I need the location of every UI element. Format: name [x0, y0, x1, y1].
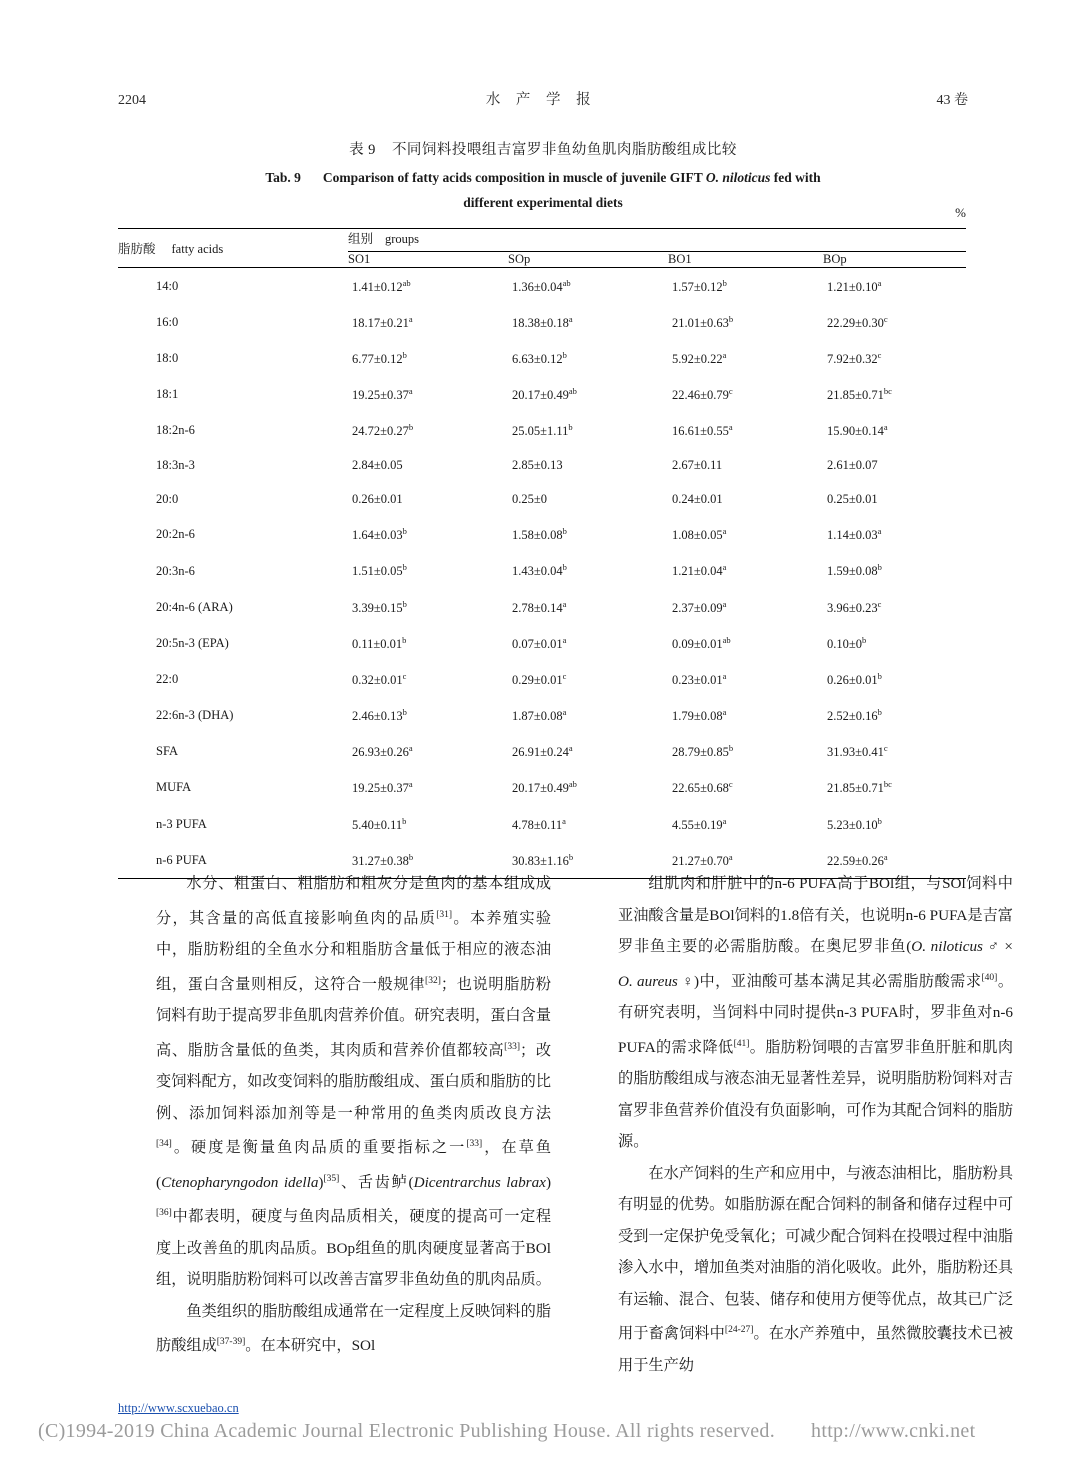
fatty-acid-value — [823, 413, 966, 449]
fatty-acid-name: 18:0 — [156, 350, 179, 365]
fatty-acid-value — [823, 517, 966, 553]
significance-superscript: a — [722, 670, 727, 681]
value-text: 2.67±0.11 — [672, 458, 723, 473]
header-fatty-acids-en: fatty acids — [171, 242, 224, 256]
significance-superscript: a — [562, 598, 567, 609]
table-row — [118, 806, 966, 842]
significance-superscript: b — [562, 349, 567, 360]
value-text: 1.59±0.08 — [827, 564, 878, 579]
significance-superscript: ab — [402, 277, 411, 288]
body-paragraph: 鱼类组织的脂肪酸组成通常在一定程度上反映饲料的脂肪酸组成[37-39]。在本研究中，SOl — [156, 1302, 551, 1355]
fatty-acid-value — [668, 734, 823, 770]
table-row — [118, 625, 966, 661]
fatty-acid-value — [508, 589, 668, 625]
value-text: 1.51±0.05 — [352, 564, 403, 579]
value-text: 19.25±0.37 — [352, 388, 409, 403]
value-text: 0.25±0.01 — [827, 492, 878, 507]
significance-superscript: b — [728, 743, 734, 754]
fatty-acid-value — [508, 304, 668, 340]
value-text: 19.25±0.37 — [352, 781, 409, 796]
table-row — [118, 376, 966, 412]
body-column-left — [156, 868, 551, 1362]
citation-ref: [36] — [156, 1208, 172, 1219]
fatty-acid-name: 16:0 — [156, 314, 179, 329]
fatty-acid-value — [348, 340, 508, 376]
value-text: 21.85±0.71 — [827, 388, 884, 403]
significance-superscript: a — [883, 851, 888, 862]
journal-title: 水 产 学 报 — [485, 92, 597, 108]
significance-superscript: b — [877, 670, 882, 681]
volume-label: 43 卷 — [936, 93, 968, 108]
value-text: 18.17±0.21 — [352, 315, 409, 330]
significance-superscript: a — [408, 385, 413, 396]
table-header-row-groups — [118, 229, 966, 252]
fatty-acid-value — [508, 770, 668, 806]
value-text: 20.17±0.49 — [512, 781, 569, 796]
fatty-acid-name: 22:0 — [156, 671, 179, 686]
table-body — [118, 268, 966, 879]
value-text: 4.78±0.11 — [512, 817, 563, 832]
value-text: 3.96±0.23 — [827, 600, 878, 615]
value-text: 1.87±0.08 — [512, 709, 563, 724]
species-name-italic: O. aureus — [618, 972, 678, 990]
value-text: 0.11±0.01 — [352, 636, 403, 651]
caption-en-part-b: fed with — [770, 170, 821, 185]
fatty-acid-value — [508, 376, 668, 412]
citation-ref: [24-27] — [724, 1325, 754, 1336]
value-text: 31.27±0.38 — [352, 853, 409, 868]
significance-superscript: c — [883, 313, 888, 324]
significance-superscript: b — [728, 313, 734, 324]
fatty-acid-value — [668, 376, 823, 412]
value-text: 1.79±0.08 — [672, 709, 723, 724]
value-text: 15.90±0.14 — [827, 424, 884, 439]
value-text: 4.55±0.19 — [672, 817, 723, 832]
fatty-acid-value — [348, 806, 508, 842]
fatty-acid-name: 18:2n-6 — [156, 423, 195, 438]
value-text: 26.91±0.24 — [512, 745, 569, 760]
journal-url[interactable]: http://www.scxuebao.cn — [118, 1401, 239, 1415]
significance-superscript: a — [728, 851, 733, 862]
fatty-acid-name: 22:6n-3 (DHA) — [156, 708, 234, 723]
fatty-acid-name: n-6 PUFA — [156, 852, 207, 867]
value-text: 0.24±0.01 — [672, 492, 723, 507]
fatty-acid-value — [348, 770, 508, 806]
fatty-acid-value — [823, 806, 966, 842]
fatty-acid-value — [348, 517, 508, 553]
value-text: 6.77±0.12 — [352, 351, 403, 366]
header-fatty-acids — [118, 229, 348, 267]
significance-superscript: ab — [568, 385, 577, 396]
significance-superscript: a — [877, 526, 882, 537]
value-text: 1.43±0.04 — [512, 564, 563, 579]
header-groups-cn: 组别 — [348, 232, 374, 246]
fatty-acid-value — [823, 449, 966, 483]
value-text: 2.78±0.14 — [512, 600, 563, 615]
fatty-acid-table — [118, 228, 966, 879]
table-row — [118, 770, 966, 806]
citation-ref: [41] — [733, 1038, 750, 1049]
value-text: 21.01±0.63 — [672, 315, 729, 330]
table-row — [118, 661, 966, 697]
significance-superscript: b — [862, 634, 867, 645]
fatty-acid-name: MUFA — [156, 780, 192, 795]
value-text: 26.93±0.26 — [352, 745, 409, 760]
fatty-acid-value — [823, 340, 966, 376]
value-text: 1.41±0.12 — [352, 279, 403, 294]
significance-superscript: a — [408, 779, 413, 790]
fatty-acid-value — [823, 734, 966, 770]
species-name-italic: Dicentrarchus labrax — [413, 1173, 546, 1191]
value-text: 30.83±1.16 — [512, 853, 569, 868]
table-caption-cn — [118, 138, 968, 159]
significance-superscript: a — [568, 313, 573, 324]
fatty-acid-value — [508, 698, 668, 734]
header-fatty-acids-cn: 脂肪酸 — [118, 242, 156, 256]
value-text: 2.52±0.16 — [827, 709, 878, 724]
significance-superscript: b — [408, 422, 414, 433]
fatty-acid-value — [668, 449, 823, 483]
fatty-acid-value — [508, 553, 668, 589]
fatty-acid-name: 20:5n-3 (EPA) — [156, 635, 229, 650]
fatty-acid-value — [348, 553, 508, 589]
significance-superscript: b — [402, 815, 407, 826]
fatty-acid-value — [668, 413, 823, 449]
significance-superscript: ab — [722, 634, 731, 645]
significance-superscript: b — [562, 562, 567, 573]
value-text: 1.57±0.12 — [672, 279, 723, 294]
fatty-acid-value — [823, 268, 966, 305]
significance-superscript: a — [568, 743, 573, 754]
table-caption-cn-text: 不同饲料投喂组吉富罗非鱼幼鱼肌肉脂肪酸组成比较 — [391, 142, 737, 158]
fatty-acid-name: 20:2n-6 — [156, 527, 195, 542]
significance-superscript: a — [408, 313, 413, 324]
significance-superscript: a — [722, 526, 727, 537]
header-groups — [348, 229, 966, 252]
table-number-en: Tab. 9 — [265, 170, 301, 185]
fatty-acid-name: 18:3n-3 — [156, 458, 195, 473]
value-text: 1.08±0.05 — [672, 528, 723, 543]
significance-superscript: c — [877, 349, 882, 360]
fatty-acid-value — [508, 449, 668, 483]
fatty-acid-value — [348, 698, 508, 734]
fatty-acid-value — [823, 304, 966, 340]
fatty-acid-name: 18:1 — [156, 387, 179, 402]
table-number-cn: 表 9 — [349, 142, 376, 158]
fatty-acid-value — [348, 589, 508, 625]
significance-superscript: a — [722, 707, 727, 718]
value-text: 0.29±0.01 — [512, 673, 563, 688]
fatty-acid-value — [348, 625, 508, 661]
value-text: 0.26±0.01 — [827, 673, 878, 688]
fatty-acid-value — [508, 483, 668, 517]
value-text: 31.93±0.41 — [827, 745, 884, 760]
citation-ref: [33] — [504, 1041, 520, 1052]
significance-superscript: a — [728, 422, 733, 433]
significance-superscript: c — [562, 670, 567, 681]
fatty-acid-value — [668, 806, 823, 842]
fatty-acid-value — [823, 376, 966, 412]
significance-superscript: b — [402, 598, 407, 609]
value-text: 0.09±0.01 — [672, 636, 723, 651]
fatty-acid-name: 20:0 — [156, 492, 179, 507]
value-text: 22.65±0.68 — [672, 781, 729, 796]
value-text: 1.21±0.10 — [827, 279, 878, 294]
fatty-acid-name: 20:4n-6 (ARA) — [156, 599, 233, 614]
significance-superscript: b — [402, 349, 407, 360]
fatty-acid-value — [508, 413, 668, 449]
significance-superscript: c — [883, 743, 888, 754]
column-header-bop: BOp — [823, 252, 847, 266]
fatty-acid-value — [668, 268, 823, 305]
value-text: 2.46±0.13 — [352, 709, 403, 724]
value-text: 21.85±0.71 — [827, 781, 884, 796]
fatty-acid-value — [348, 413, 508, 449]
citation-ref: [31] — [436, 909, 453, 920]
table-row — [118, 517, 966, 553]
significance-superscript: b — [408, 851, 414, 862]
value-text: 7.92±0.32 — [827, 351, 878, 366]
fatty-acid-value — [348, 661, 508, 697]
fatty-acid-value — [348, 483, 508, 517]
column-header-so1: SO1 — [348, 252, 371, 266]
copyright-text: (C)1994-2019 China Academic Journal Electronic Publishing House. All rights reserved. — [38, 1420, 776, 1442]
header-groups-en: groups — [385, 232, 420, 246]
table-row — [118, 698, 966, 734]
significance-superscript: b — [402, 707, 407, 718]
value-text: 2.37±0.09 — [672, 600, 723, 615]
significance-superscript: b — [877, 815, 882, 826]
value-text: 6.63±0.12 — [512, 351, 563, 366]
fatty-acid-value — [348, 376, 508, 412]
fatty-acid-value — [823, 625, 966, 661]
fatty-acid-value — [668, 770, 823, 806]
fatty-acid-value — [668, 553, 823, 589]
value-text: 0.07±0.01 — [512, 636, 563, 651]
table-head — [118, 229, 966, 268]
value-text: 22.46±0.79 — [672, 388, 729, 403]
value-text: 5.92±0.22 — [672, 351, 723, 366]
table-row — [118, 734, 966, 770]
value-text: 25.05±1.11 — [512, 424, 569, 439]
significance-superscript: a — [722, 598, 727, 609]
value-text: 5.40±0.11 — [352, 817, 403, 832]
fatty-acid-value — [668, 661, 823, 697]
table-caption-en — [118, 165, 968, 215]
body-column-right — [618, 868, 1013, 1381]
fatty-acid-name: 20:3n-6 — [156, 563, 195, 578]
citation-ref: [40] — [981, 972, 998, 983]
significance-superscript: bc — [883, 779, 892, 790]
species-name-italic: O. niloticus — [705, 170, 771, 185]
fatty-acid-value — [823, 698, 966, 734]
fatty-acid-value — [823, 770, 966, 806]
copyright-notice — [38, 1420, 1048, 1443]
significance-superscript: a — [562, 634, 567, 645]
fatty-acid-value — [348, 304, 508, 340]
significance-superscript: b — [877, 562, 882, 573]
body-paragraph: 水分、粗蛋白、粗脂肪和粗灰分是鱼肉的基本组成成分，其含量的高低直接影响鱼肉的品质[31]。本养殖实验中，脂肪粉组的全鱼水分和粗脂肪含量低于相应的液态油组，蛋白含量则相反，这符合一般规律[32]；也说明脂肪粉饲料有助于提高罗非鱼肌肉营养价值。研究表明，蛋白含量高、脂肪含量低的鱼类，其肉质和营养价值都较高[33]；改变饲料配方，如改变饲料的脂肪酸组成、蛋白质和脂肪的比例、添加饲料添加剂等是一种常用的鱼类肉质改良方法[34]。硬度是衡量鱼肉品质的重要指标之一[33]，在草鱼(Ctenopharyngodon idella)[35]、舌齿鲈(Dicentrarchus labrax)[36]中都表明，硬度与鱼肉品质相关，硬度的提高可一定程度上改善鱼的肌肉品质。BOp组鱼的肌肉硬度显著高于BOl组，说明脂肪粉饲料可以改善吉富罗非鱼幼鱼的肌肉品质。 — [156, 875, 552, 1289]
citation-ref: [37-39] — [216, 1337, 246, 1348]
fatty-acid-value — [823, 483, 966, 517]
table-row — [118, 340, 966, 376]
fatty-acid-name: n-3 PUFA — [156, 816, 207, 831]
value-text: 18.38±0.18 — [512, 315, 569, 330]
citation-ref: [33] — [466, 1139, 483, 1150]
fatty-acid-value — [668, 589, 823, 625]
value-text: 2.61±0.07 — [827, 458, 878, 473]
fatty-acid-value — [508, 625, 668, 661]
fatty-acid-value — [668, 483, 823, 517]
significance-superscript: b — [877, 707, 882, 718]
column-header-sop: SOp — [508, 252, 531, 266]
significance-superscript: a — [722, 349, 727, 360]
value-text: 0.23±0.01 — [672, 673, 723, 688]
citation-ref: [32] — [425, 975, 441, 986]
value-text: 5.23±0.10 — [827, 817, 878, 832]
significance-superscript: a — [722, 815, 727, 826]
body-paragraph: 在水产饲料的生产和应用中，与液态油相比，脂肪粉具有明显的优势。如脂肪源在配合饲料的制备和储存过程中可受到一定保护免受氧化；可减少配合饲料在投喂过程中油脂渗入水中，增加鱼类对油脂的消化吸收。此外，脂肪粉还具有运输、混合、包装、储存和使用方便等优点，故其已广泛用于畜禽饲料中[24-27]。在水产养殖中，虽然微胶囊技术已被用于生产幼 — [618, 1164, 1014, 1374]
fatty-acid-value — [508, 734, 668, 770]
significance-superscript: ab — [568, 779, 577, 790]
significance-superscript: b — [402, 562, 407, 573]
significance-superscript: b — [562, 526, 567, 537]
table-row — [118, 553, 966, 589]
fatty-acid-value — [668, 340, 823, 376]
table-unit: % — [955, 205, 966, 220]
page-number-left: 2204 — [118, 93, 146, 108]
significance-superscript: a — [883, 422, 888, 433]
table-row — [118, 413, 966, 449]
value-text: 22.29±0.30 — [827, 315, 884, 330]
species-name-italic: Ctenopharyngodon idella — [161, 1173, 319, 1191]
table-row — [118, 449, 966, 483]
fatty-acid-value — [668, 304, 823, 340]
running-head — [118, 88, 968, 109]
significance-superscript: a — [877, 277, 882, 288]
fatty-acid-value — [508, 661, 668, 697]
species-name-italic: O. niloticus — [911, 938, 983, 955]
cnki-url[interactable]: http://www.cnki.net — [811, 1420, 976, 1442]
fatty-acid-value — [508, 268, 668, 305]
value-text: 2.85±0.13 — [512, 458, 563, 473]
value-text: 0.32±0.01 — [352, 673, 403, 688]
significance-superscript: b — [722, 277, 727, 288]
value-text: 1.21±0.04 — [672, 564, 723, 579]
significance-superscript: bc — [883, 385, 892, 396]
fatty-acid-value — [823, 553, 966, 589]
significance-superscript: b — [402, 526, 407, 537]
table-row — [118, 304, 966, 340]
column-header-bo1: BO1 — [668, 252, 692, 266]
body-paragraph: 组肌肉和肝脏中的n-6 PUFA高于BOl组，与SOl饲料中亚油酸含量是BOl饲料的1.8倍有关，也说明n-6 PUFA是吉富罗非鱼主要的必需脂肪酸。在奥尼罗非鱼(O. niloticus ♂ × O. aureus ♀)中，亚油酸可基本满足其必需脂肪酸需求[40]。有研究表明，当饲料中同时提供n-3 PUFA时，罗非鱼对n-6 PUFA的需求降低[41]。脂肪粉饲喂的吉富罗非鱼肝脏和肌肉的脂肪酸组成与液态油无显著性差异，说明脂肪粉饲料对吉富罗非鱼营养价值没有负面影响，可作为其配合饲料的脂肪源。 — [618, 875, 1014, 1151]
value-text: 0.25±0 — [512, 492, 547, 507]
fatty-acid-value — [823, 589, 966, 625]
fatty-acid-name: 14:0 — [156, 278, 179, 293]
significance-superscript: b — [568, 851, 574, 862]
value-text: 21.27±0.70 — [672, 853, 729, 868]
value-text: 2.84±0.05 — [352, 458, 403, 473]
table-row — [118, 483, 966, 517]
value-text: 0.26±0.01 — [352, 492, 403, 507]
fatty-acid-value — [668, 625, 823, 661]
value-text: 1.14±0.03 — [827, 528, 878, 543]
value-text: 28.79±0.85 — [672, 745, 729, 760]
value-text: 0.10±0 — [827, 636, 862, 651]
table-row — [118, 268, 966, 305]
table-row — [118, 589, 966, 625]
value-text: 22.59±0.26 — [827, 853, 884, 868]
significance-superscript: c — [728, 779, 733, 790]
significance-superscript: c — [402, 670, 407, 681]
fatty-acid-value — [508, 517, 668, 553]
value-text: 1.36±0.04 — [512, 279, 563, 294]
value-text: 20.17±0.49 — [512, 388, 569, 403]
citation-ref: [35] — [323, 1173, 340, 1184]
fatty-acid-value — [348, 449, 508, 483]
significance-superscript: a — [562, 707, 567, 718]
significance-superscript: a — [562, 815, 566, 826]
significance-superscript: a — [408, 743, 413, 754]
fatty-acid-value — [348, 268, 508, 305]
fatty-acid-table-wrapper — [118, 228, 966, 879]
fatty-acid-value — [668, 517, 823, 553]
fatty-acid-value — [508, 806, 668, 842]
fatty-acid-value — [508, 340, 668, 376]
caption-en-line2: different experimental diets — [463, 195, 623, 210]
value-text: 1.58±0.08 — [512, 528, 563, 543]
caption-en-part-a: Comparison of fatty acids composition in muscle of juvenile GIFT — [322, 170, 706, 185]
value-text: 24.72±0.27 — [352, 424, 409, 439]
article-body — [118, 868, 1014, 1378]
significance-superscript: c — [728, 385, 733, 396]
citation-ref: [34] — [156, 1139, 172, 1150]
significance-superscript: ab — [562, 277, 571, 288]
fatty-acid-value — [348, 734, 508, 770]
significance-superscript: a — [722, 562, 727, 573]
significance-superscript: c — [877, 598, 882, 609]
value-text: 1.64±0.03 — [352, 528, 403, 543]
significance-superscript: b — [568, 422, 573, 433]
significance-superscript: b — [402, 634, 407, 645]
value-text: 3.39±0.15 — [352, 600, 403, 615]
fatty-acid-name: SFA — [156, 744, 179, 759]
fatty-acid-value — [823, 661, 966, 697]
value-text: 16.61±0.55 — [672, 424, 729, 439]
fatty-acid-value — [668, 698, 823, 734]
